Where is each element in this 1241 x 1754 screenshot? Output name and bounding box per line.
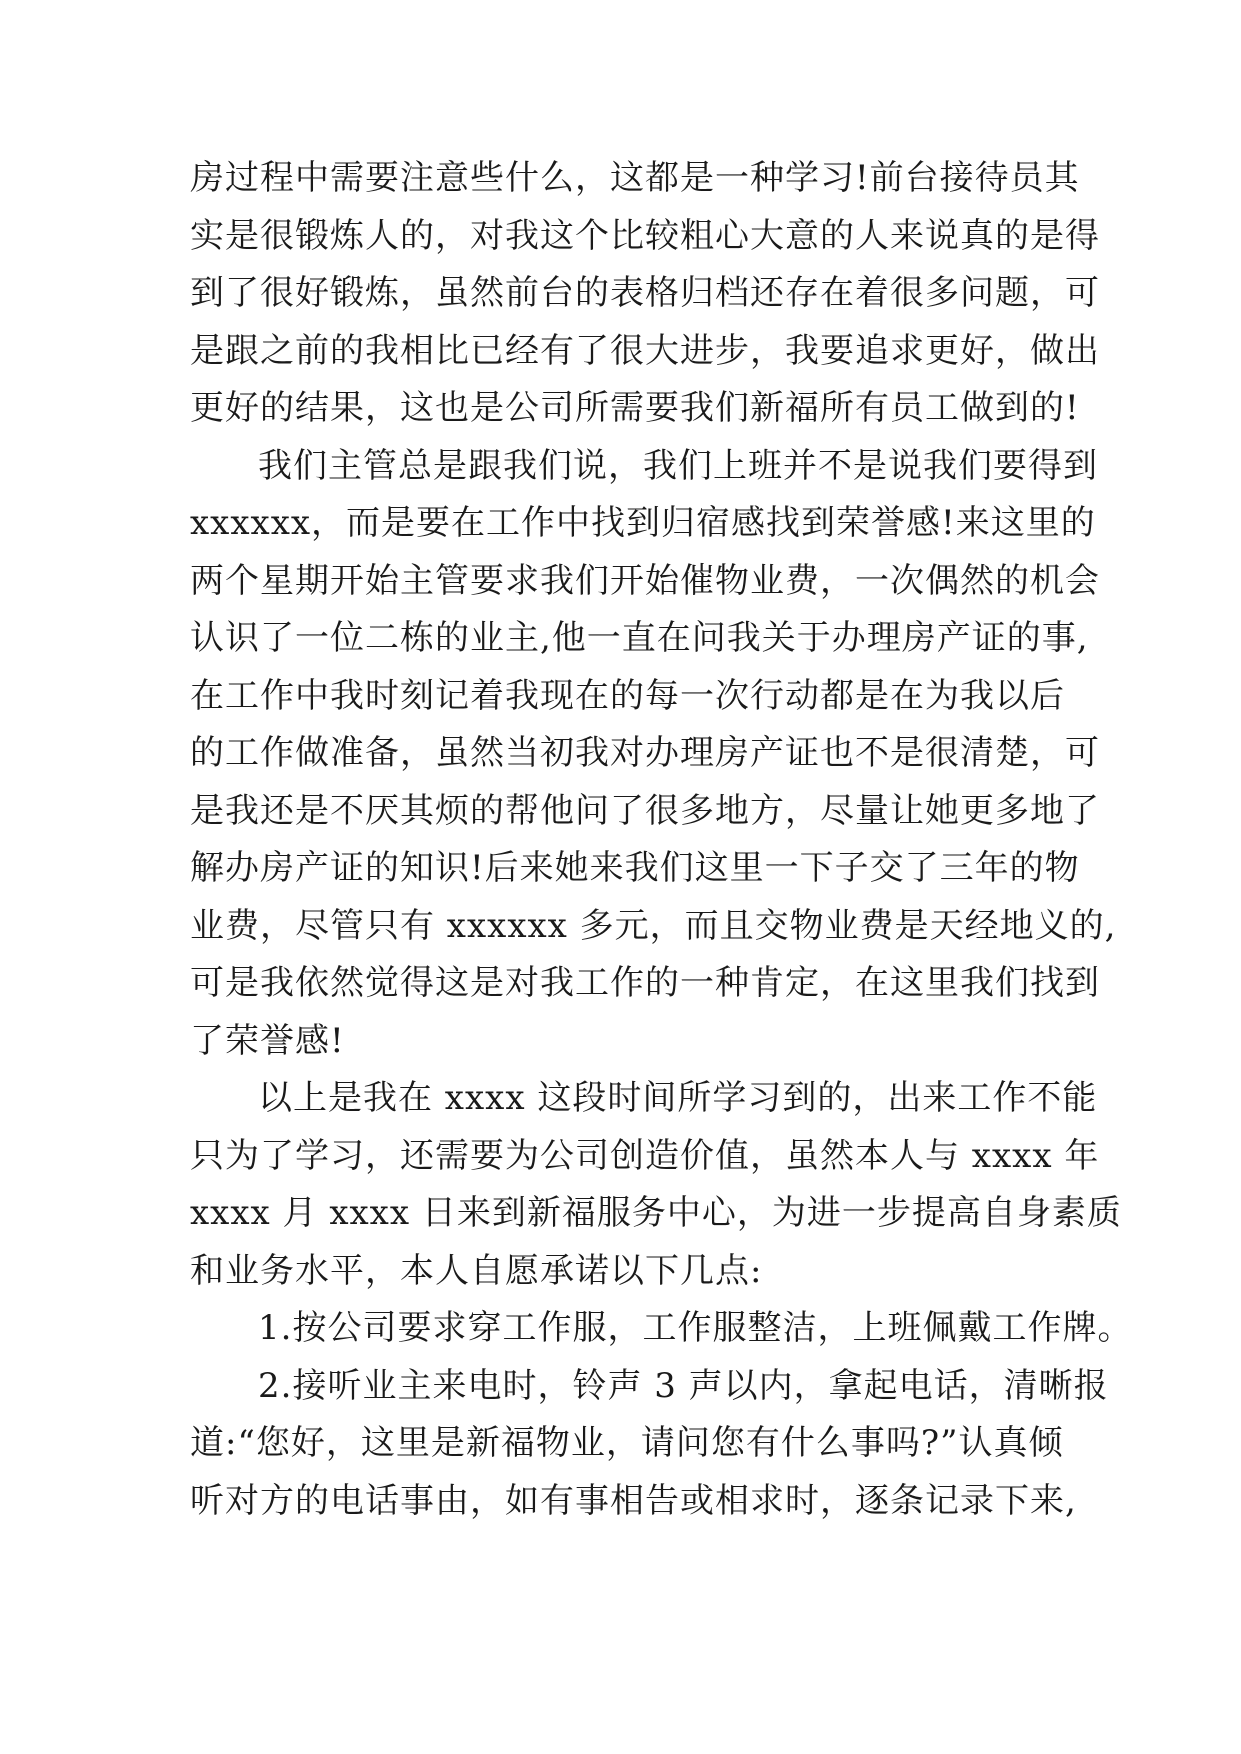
paragraph-first-line: 以上是我在 xxxx 这段时间所学习到的，出来工作不能: [258, 1078, 1098, 1118]
text-line: 的工作做准备，虽然当初我对办理房产证也不是很清楚，可: [190, 733, 1100, 773]
text-line: 更好的结果，这也是公司所需要我们新福所有员工做到的!: [190, 388, 1080, 428]
text-line: 房过程中需要注意些什么，这都是一种学习!前台接待员其: [190, 158, 1080, 198]
text-line: 道:“您好，这里是新福物业，请问您有什么事吗?”认真倾: [190, 1423, 1064, 1463]
text-line: xxxxxx，而是要在工作中找到归宿感找到荣誉感!来这里的: [190, 503, 1096, 543]
text-line: 在工作中我时刻记着我现在的每一次行动都是在为我以后: [190, 675, 1065, 716]
text-line: 了荣誉感!: [190, 1020, 345, 1061]
text-line: 和业务水平，本人自愿承诺以下几点:: [190, 1250, 763, 1291]
text-line: 认识了一位二栋的业主,他一直在问我关于办理房产证的事,: [190, 618, 1089, 658]
text-line: 可是我依然觉得这是对我工作的一种肯定，在这里我们找到: [190, 963, 1100, 1003]
text-line: 两个星期开始主管要求我们开始催物业费，一次偶然的机会: [190, 560, 1100, 601]
list-item-2: 2.接听业主来电时，铃声 3 声以内，拿起电话，清晰报: [258, 1365, 1109, 1406]
paragraph-first-line: 我们主管总是跟我们说，我们上班并不是说我们要得到: [258, 445, 1098, 486]
text-line: 业费，尽管只有 xxxxxx 多元，而且交物业费是天经地义的,: [190, 905, 1117, 946]
text-line: 是跟之前的我相比已经有了很大进步，我要追求更好，做出: [190, 330, 1100, 371]
text-line: xxxx 月 xxxx 日来到新福服务中心，为进一步提高自身素质: [190, 1193, 1122, 1233]
text-line: 实是很锻炼人的，对我这个比较粗心大意的人来说真的是得: [190, 215, 1100, 256]
document-body: [190, 150, 1133, 1530]
text-line: 听对方的电话事由，如有事相告或相求时，逐条记录下来,: [190, 1480, 1077, 1521]
text-line: 解办房产证的知识!后来她来我们这里一下子交了三年的物: [190, 848, 1080, 888]
list-item-1: 1.按公司要求穿工作服，工作服整洁，上班佩戴工作牌。: [258, 1308, 1133, 1348]
text-line: 到了很好锻炼，虽然前台的表格归档还存在着很多问题，可: [190, 273, 1100, 313]
text-line: 只为了学习，还需要为公司创造价值，虽然本人与 xxxx 年: [190, 1135, 1100, 1176]
text-line: 是我还是不厌其烦的帮他问了很多地方，尽量让她更多地了: [190, 790, 1100, 831]
